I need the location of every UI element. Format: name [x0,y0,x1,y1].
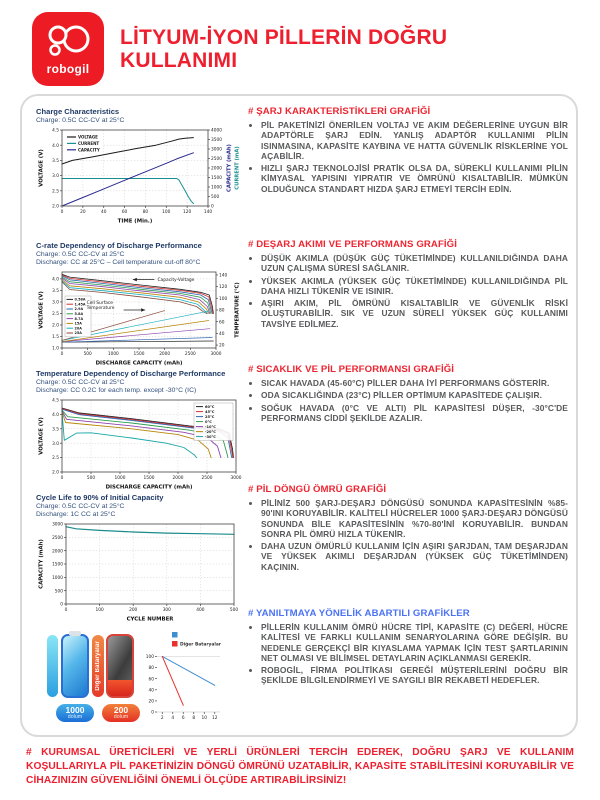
bullet-list [248,253,568,329]
svg-text:20A: 20A [74,326,82,331]
bullet-item: • ODA SICAKLIĞINDA (23°C) PİLLER OPTİMUM KAPASİTEDE ÇALIŞIR. [261,390,568,400]
section-charge-characteristics [248,106,568,196]
bullet-item: • ROBOGİL, FİRMA POLİTİKASI GEREĞİ MÜŞTERİLERİNİ DOĞRU BİR ŞEKİLDE BİLGİLENDİRMEYİ VE SAYGILI BİR REKABETİ HEDEFLER. [261,665,568,686]
svg-text:2500: 2500 [211,156,222,162]
svg-text:Capacity-Voltage: Capacity-Voltage [157,278,195,284]
svg-text:2.5: 2.5 [52,312,59,318]
svg-text:3000: 3000 [52,522,63,528]
chart-subtitle: Charge: 0.5C CC-CV at 25°C [36,250,125,258]
cycle-life-chart [36,519,242,623]
svg-text:60°C: 60°C [205,404,215,409]
svg-text:0: 0 [151,710,154,716]
svg-text:4000: 4000 [211,128,222,134]
svg-text:0: 0 [60,602,63,608]
svg-text:1000: 1000 [211,185,222,191]
svg-text:80: 80 [142,209,149,215]
svg-text:0: 0 [64,608,68,614]
svg-text:1000: 1000 [114,476,126,482]
bullet-item: • DÜŞÜK AKIMLA (DÜŞÜK GÜÇ TÜKETİMİNDE) KULLANILDIĞINDA DAHA UZUN ÇALIŞMA SÜRESİ SAĞLANIR. [261,253,568,274]
chart-subtitle: Charge: 0.5C CC-CV at 25°C [36,502,125,510]
svg-text:3.0: 3.0 [52,441,59,447]
svg-text:4.5: 4.5 [52,128,59,134]
svg-text:5.8A: 5.8A [74,312,84,317]
svg-text:2.0: 2.0 [52,323,59,329]
bad-battery-icon [106,634,134,698]
bullet-item: • DAHA UZUN ÖMÜRLÜ KULLANIM İÇİN AŞIRI ŞARJDAN, TAM DEŞARJDAN VE YÜKSEK AKIMLI DEŞARJDAN (YÜKSEK GÜÇ TÜKETİMİNDEN) KAÇININ. [261,541,568,572]
svg-text:3000: 3000 [230,476,242,482]
chart-subtitle: Discharge: CC 0.2C for each temp. except -30°C (IC) [36,386,197,394]
svg-text:TIME (Min.): TIME (Min.) [117,218,153,225]
svg-text:Cell SurfaceTemperature: Cell Surface Temperature [86,300,115,312]
svg-text:10: 10 [201,716,207,721]
svg-text:2000: 2000 [211,166,222,172]
svg-text:2: 2 [160,716,164,721]
svg-text:-20°C: -20°C [205,429,216,434]
bullet-list [248,378,568,423]
svg-text:3000: 3000 [211,147,222,153]
temperature-discharge-chart [36,395,242,491]
svg-text:0°C: 0°C [205,419,212,424]
svg-text:25°C: 25°C [205,414,215,419]
section-heading: # YANILTMAYA YÖNELİK ABARTILI GRAFİKLER [248,608,470,619]
svg-text:500: 500 [83,352,92,358]
svg-text:2.9A: 2.9A [74,307,84,312]
content-card [20,94,578,737]
page-title-line1: LİTYUM-İYON PİLLERİN DOĞRU [120,25,448,49]
bullet-item: • PİL PAKETİNİZİ ÖNERİLEN VOLTAJ VE AKIM DEĞERLERİNE UYGUN BİR ADAPTÖRLE ŞARJ EDİN. YANLIŞ ADAPTÖR KULLANIMI PİLİN ISINMASINA, KAPASİTE KAYBINA VE HATTA GÜVENLİK RİSKLERİNE YOL AÇABİLİR. [261,120,568,161]
svg-text:VOLTAGE (V): VOLTAGE (V) [38,291,45,329]
svg-text:1.5: 1.5 [52,335,59,341]
svg-text:6: 6 [181,716,185,721]
chart-subtitle: Discharge: CC at 25°C – Cell temperature cut-off 80°C [36,258,201,266]
svg-text:4.0: 4.0 [52,277,59,283]
svg-text:1000: 1000 [107,352,119,358]
bullet-list [248,622,568,686]
svg-text:VOLTAGE (V): VOLTAGE (V) [38,417,45,455]
bullet-item: • AŞIRI AKIM, PİL ÖMRÜNÜ KISALTABİLİR VE GÜVENLİK RİSKİ OLUŞTURABİLİR. SIK VE UZUN SÜRELİ YÜKSEK GÜÇ KULLANIMI TAVSİYE EDİLMEZ. [261,298,568,329]
page-title [120,26,447,72]
chart-subtitle: Discharge: 1C CC at 25°C [36,510,116,518]
svg-text:8: 8 [192,716,196,721]
svg-text:CURRENT: CURRENT [78,140,100,146]
svg-text:TEMPERATURE (°C): TEMPERATURE (°C) [234,282,241,338]
svg-text:100: 100 [162,209,171,215]
svg-text:2500: 2500 [184,352,196,358]
svg-text:VOLTAGE: VOLTAGE [78,134,98,140]
bad-battery-badge [102,704,140,722]
svg-text:60: 60 [121,209,128,215]
svg-text:140: 140 [203,209,213,215]
svg-text:100: 100 [95,608,104,614]
svg-text:20: 20 [148,699,154,705]
svg-text:1.45A: 1.45A [74,302,86,307]
svg-text:0.58A: 0.58A [74,297,86,302]
chart-block-cycle-life [36,494,252,628]
svg-text:3.5: 3.5 [52,158,59,164]
svg-text:2000: 2000 [159,352,171,358]
svg-text:4: 4 [171,716,175,721]
svg-text:0: 0 [60,476,64,482]
chart-block-charge-characteristics [36,108,252,230]
section-heading: # PİL DÖNGÜ ÖMRÜ GRAFİĞİ [248,484,387,495]
svg-text:3000: 3000 [210,352,222,358]
bullet-item: • SICAK HAVADA (45-60°C) PİLLER DAHA İYİ PERFORMANS GÖSTERİR. [261,378,568,388]
svg-text:140: 140 [219,273,228,279]
svg-text:CAPACITY (mAh): CAPACITY (mAh) [38,539,45,589]
svg-text:100: 100 [219,296,228,302]
section-temperature-performance [248,364,568,425]
svg-text:25A: 25A [74,331,82,336]
svg-text:500: 500 [211,194,220,200]
bad-cycle-count: 200 [113,704,129,715]
svg-text:2000: 2000 [52,549,63,555]
svg-text:40: 40 [148,688,154,694]
svg-text:4.0: 4.0 [52,143,59,149]
svg-text:0: 0 [211,204,214,210]
svg-text:0: 0 [60,352,64,358]
header [32,12,447,86]
svg-text:2500: 2500 [201,476,213,482]
svg-text:CURRENT (mA): CURRENT (mA) [234,146,241,190]
battery-cap-icon [69,631,81,636]
bullet-list [248,120,568,194]
crate-discharge-chart [36,267,242,367]
svg-text:DISCHARGE CAPACITY (mAh): DISCHARGE CAPACITY (mAh) [95,360,183,367]
bullet-item: • HIZLI ŞARJ TEKNOLOJİSİ PRATİK OLSA DA, SÜREKLİ KULLANIMI PİLİN KİMYASAL YAPISINI YIPRATIR VE ÖMRÜNÜ KISALTABİLİR. MÜMKÜN OLDUĞUNCA STANDART HIZDA ŞARJ ETMEYİ TERCİH EDİN. [261,163,568,194]
svg-text:400: 400 [196,608,205,614]
chart-title: C-rate Dependency of Discharge Performance [36,241,202,250]
svg-text:100: 100 [145,655,154,661]
svg-text:1500: 1500 [133,352,145,358]
good-battery-icon [61,634,89,698]
good-cycle-count: 1000 [65,704,85,715]
svg-text:2.0: 2.0 [52,204,59,210]
svg-text:80: 80 [219,308,225,314]
robogil-logo [32,12,104,86]
svg-text:500: 500 [86,476,96,482]
chart-title: Cycle Life to 90% of Initial Capacity [36,493,164,502]
svg-text:4.5: 4.5 [52,398,59,404]
bullet-list [248,498,568,572]
chart-subtitle: Charge: 0.5C CC-CV at 25°C [36,378,125,386]
bullet-item: • PİLİNİZ 500 ŞARJ-DEŞARJ DÖNGÜSÜ SONUNDA KAPASİTESİNİN %85-90'INI KORUYABİLİR. KALİTELİ HÜCRELER 1000 ŞARJ-DEŞARJ DÖNGÜSÜ SONUNDA BİLE KAPASİTESİNİN %70-80'İNİ KORUYABİLİR. BUNDAN SONRA PİL ÖMRÜ HIZLA TÜKENİR. [261,498,568,539]
svg-text:1500: 1500 [52,562,63,568]
svg-text:60: 60 [219,320,225,326]
svg-text:200: 200 [129,608,138,614]
svg-text:1000: 1000 [52,575,63,581]
section-cycle-life [248,484,568,574]
svg-text:CAPACITY: CAPACITY [78,147,100,153]
battery-life-mini-chart [144,630,224,724]
svg-text:20: 20 [219,343,225,349]
svg-text:2.0: 2.0 [52,470,59,476]
svg-text:40: 40 [219,332,225,338]
svg-text:2000: 2000 [172,476,184,482]
good-cycle-unit: dolum [67,714,83,721]
svg-text:300: 300 [162,608,171,614]
svg-text:VOLTAGE (V): VOLTAGE (V) [38,149,45,187]
robogil-logo-icon [42,22,94,60]
section-heading: # ŞARJ KARAKTERİSTİKLERİ GRAFİĞİ [248,106,431,117]
section-discharge-current [248,239,568,331]
battery-comparison-graphic [44,630,244,730]
page-title-line2: KULLANIMI [120,49,238,72]
chart-subtitle: Charge: 0.5C CC-CV at 25°C [36,116,125,124]
svg-text:3.5: 3.5 [52,289,59,295]
bullet-item: • SOĞUK HAVADA (0°C VE ALTI) PİL KAPASİTESİ DÜŞER, -30°C'DE PERFORMANS CİDDİ ŞEKİLDE AZALIR. [261,403,568,424]
svg-text:1.0: 1.0 [52,346,59,352]
ribbon-label: Diğer Bataryalar [95,641,101,691]
svg-text:0: 0 [60,209,64,215]
svg-text:15A: 15A [74,321,82,326]
svg-text:120: 120 [219,285,228,291]
svg-text:-30°C: -30°C [205,434,216,439]
svg-text:DISCHARGE CAPACITY (mAh): DISCHARGE CAPACITY (mAh) [105,484,193,491]
bullet-item: • PİLLERİN KULLANIM ÖMRÜ HÜCRE TİPİ, KAPASİTE (C) DEĞERİ, HÜCRE KALİTESİ VE FARKLI KULLANIM SENARYOLARINA GÖRE DEĞİŞİR. BU NEDENLE GERÇEKÇİ BİR KIYASLAMA YAPMAK İÇİN TEST ŞARTLARININ NET OLMASI VE BİLİMSEL DETAYLARIN AÇIKLANMASI GEREKİR. [261,622,568,663]
svg-text:4.0: 4.0 [52,413,59,419]
svg-text:12: 12 [212,716,218,721]
chart-title: Charge Characteristics [36,107,120,116]
svg-text:8.7A: 8.7A [74,316,84,321]
chart-title: Temperature Dependency of Discharge Performance [36,369,226,378]
svg-text:3.0: 3.0 [52,174,59,180]
other-batteries-ribbon [92,635,104,697]
section-heading: # DEŞARJ AKIMI VE PERFORMANS GRAFİĞİ [248,239,457,250]
charge-characteristics-chart [36,125,242,225]
svg-text:Diğer Bataryalar: Diğer Bataryalar [180,642,221,648]
bad-cycle-unit: dolum [113,714,129,721]
svg-text:60: 60 [148,677,154,683]
section-misleading-graphs [248,608,568,688]
svg-text:2.5: 2.5 [52,189,59,195]
svg-text:2.5: 2.5 [52,456,59,462]
svg-text:CYCLE NUMBER: CYCLE NUMBER [126,616,174,623]
svg-text:CAPACITY (mAh): CAPACITY (mAh) [226,143,233,192]
svg-text:500: 500 [54,589,63,595]
svg-text:45°C: 45°C [205,409,215,414]
section-heading: # SICAKLIK VE PİL PERFORMANSI GRAFİĞİ [248,364,455,375]
svg-text:120: 120 [183,209,192,215]
footer-note: # KURUMSAL ÜRETİCİLERİ VE YERLİ ÜRÜNLERİ TERCİH EDEREK, DOĞRU ŞARJ VE KULLANIM KOŞULLARIYLA PİL PAKETİNİZİN DÖNGÜ ÖMRÜNÜ UZATABİLİR, KAPASİTE STABİLİTESİNİ KORUYABİLİR VE CİHAZINIZIN GÜVENLİĞİNİ ÖNEMLİ ÖLÇÜDE ARTIRABİLİRSİNİZ! [26,747,574,786]
svg-text:500: 500 [229,608,239,614]
low-charge-fill [108,680,132,696]
blue-capsule-icon [47,635,58,697]
good-battery-badge [56,704,94,722]
chart-block-temperature-discharge [36,370,252,496]
battery-cap-icon [114,634,126,636]
svg-text:2500: 2500 [52,535,63,541]
bullet-item: • YÜKSEK AKIMLA (YÜKSEK GÜÇ TÜKETİMİNDE) KULLANILDIĞINDA PİL DAHA HIZLI TÜKENİR VE ISINIR. [261,276,568,297]
svg-text:3.5: 3.5 [52,427,59,433]
svg-text:1500: 1500 [211,175,222,181]
svg-text:3.0: 3.0 [52,300,59,306]
chart-block-crate-discharge [36,242,252,372]
svg-text:1500: 1500 [143,476,155,482]
svg-text:3500: 3500 [211,137,222,143]
svg-text:20: 20 [80,209,86,215]
svg-text:40: 40 [100,209,107,215]
svg-text:80: 80 [148,666,154,672]
logo-text: robogil [46,62,90,76]
svg-text:-10°C: -10°C [205,424,216,429]
